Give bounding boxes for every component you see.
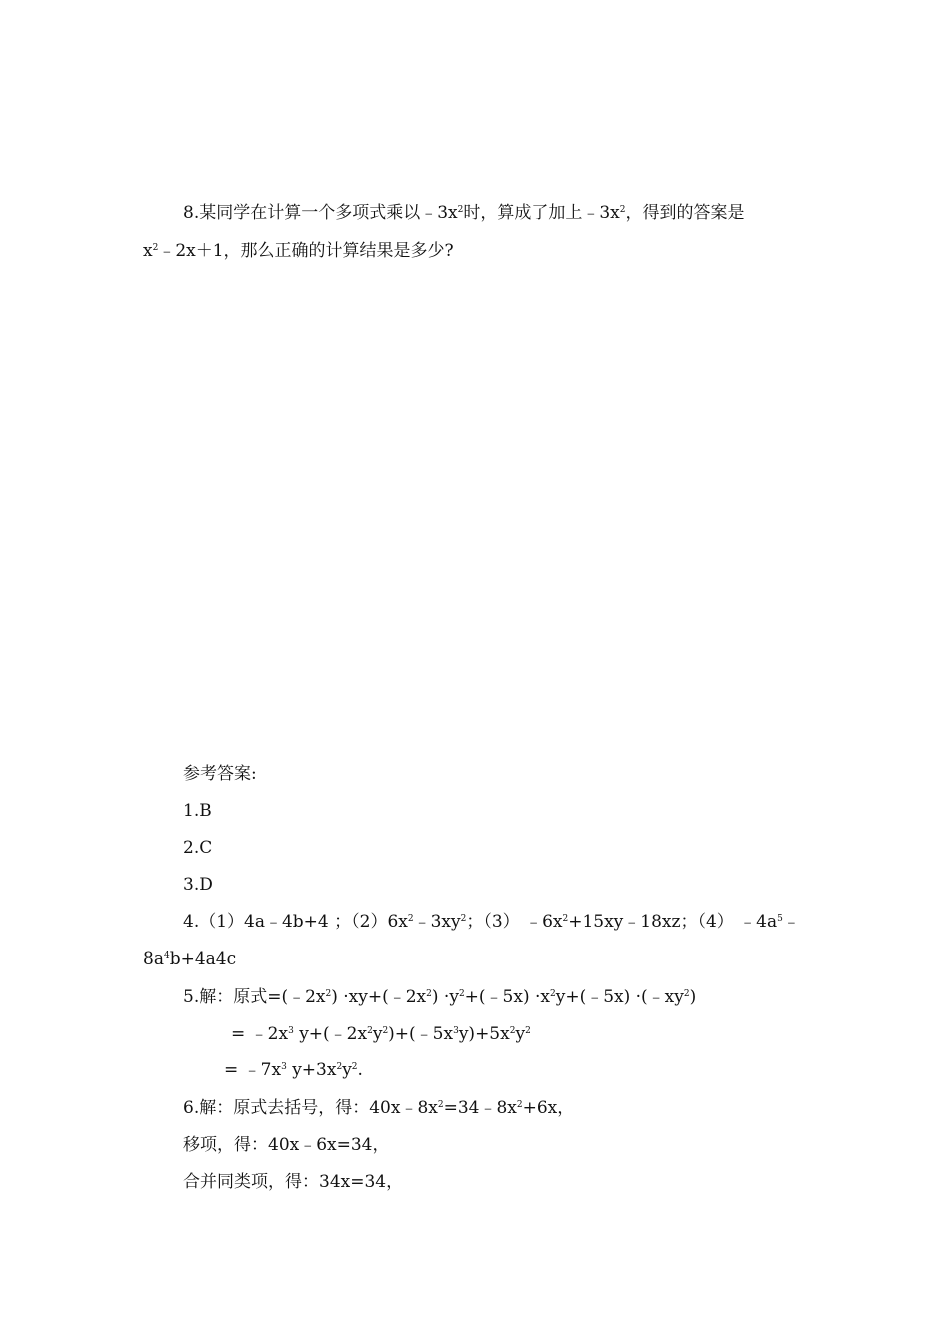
text-segment: 8.某同学在计算一个多项式乘以﹣3x [183,203,458,223]
text-segment: = ﹣7x [224,1060,282,1080]
exponent: 2 [382,1026,389,1036]
text-segment: ﹣3xy [413,912,461,932]
exponent: 3 [288,1026,294,1036]
text-segment: y)+5x [458,1024,510,1044]
exponent: 2 [457,205,464,215]
answer-4-line-2 [143,947,236,971]
text-segment: y [342,1060,352,1080]
text-segment: 6.解：原式去括号，得：40x﹣8x [183,1098,438,1118]
text-segment: ) ·xy+(﹣2x [331,987,427,1007]
text-segment: y [372,1024,383,1044]
exponent: 2 [683,989,690,999]
answer-3: 3.D [183,875,213,895]
answer-5-line-3 [224,1058,363,1082]
exponent: 2 [525,1026,531,1036]
exponent: 2 [325,989,332,999]
exponent: 2 [407,914,414,924]
text-segment: 4.（1）4a﹣4b+4 ；（2）6x [183,912,408,932]
exponent: 5 [777,914,783,924]
text-segment: 5.解：原式=(﹣2x [183,987,326,1007]
answer-6-line-3: 合并同类项，得：34x=34， [183,1172,404,1192]
text-segment: ) [689,987,697,1007]
answer-4-line-1 [183,910,800,934]
exponent: 2 [562,914,569,924]
question-8-line-2 [143,239,454,263]
exponent: 2 [152,243,159,253]
exponent: 2 [367,1026,373,1036]
exponent: 4 [163,951,170,961]
exponent: 2 [426,989,432,999]
text-segment: +6x， [522,1098,575,1118]
text-segment: +(﹣5x) ·x [464,987,550,1007]
text-segment: x [143,241,153,261]
text-segment: y+3x [286,1060,337,1080]
text-segment: y+(﹣5x) ·(﹣xy [555,987,684,1007]
text-segment: y [515,1024,526,1044]
exponent: 2 [351,1062,358,1072]
exponent: 2 [509,1026,516,1036]
text-segment: 8a [143,949,164,969]
answer-6-line-2: 移项，得：40x﹣6x=34， [183,1135,390,1155]
answer-heading: 参考答案: [183,764,257,784]
exponent: 3 [453,1026,459,1036]
text-segment: ，得到的答案是 [625,203,745,223]
answer-5-line-1 [183,985,696,1009]
text-segment: y+(﹣2x [293,1024,368,1044]
exponent: 2 [336,1062,343,1072]
text-segment: ﹣2x＋1，那么正确的计算结果是多少? [158,241,454,261]
exponent: 2 [619,205,626,215]
text-segment: = ﹣2x [231,1024,289,1044]
text-segment: 时，算成了加上﹣3x [463,203,620,223]
text-segment: =34﹣8x [443,1098,517,1118]
text-segment: )+(﹣5x [388,1024,454,1044]
answer-6-line-1 [183,1096,574,1120]
exponent: 2 [549,989,556,999]
text-segment: ﹣ [782,912,800,932]
exponent: 3 [281,1062,287,1072]
exponent: 2 [458,989,465,999]
exponent: 2 [460,914,467,924]
text-segment: ；（3） ﹣6x [466,912,563,932]
question-8-line-1 [183,201,745,225]
answer-2: 2.C [183,838,213,858]
answer-1: 1.B [183,801,212,821]
exponent: 2 [437,1100,444,1110]
text-segment: b+4a4c [169,949,237,969]
exponent: 2 [516,1100,523,1110]
text-segment: +15xy﹣18xz；（4） ﹣4a [568,912,778,932]
answer-5-line-2 [231,1022,531,1046]
text-segment: ) ·y [431,987,459,1007]
text-segment: . [357,1060,363,1080]
